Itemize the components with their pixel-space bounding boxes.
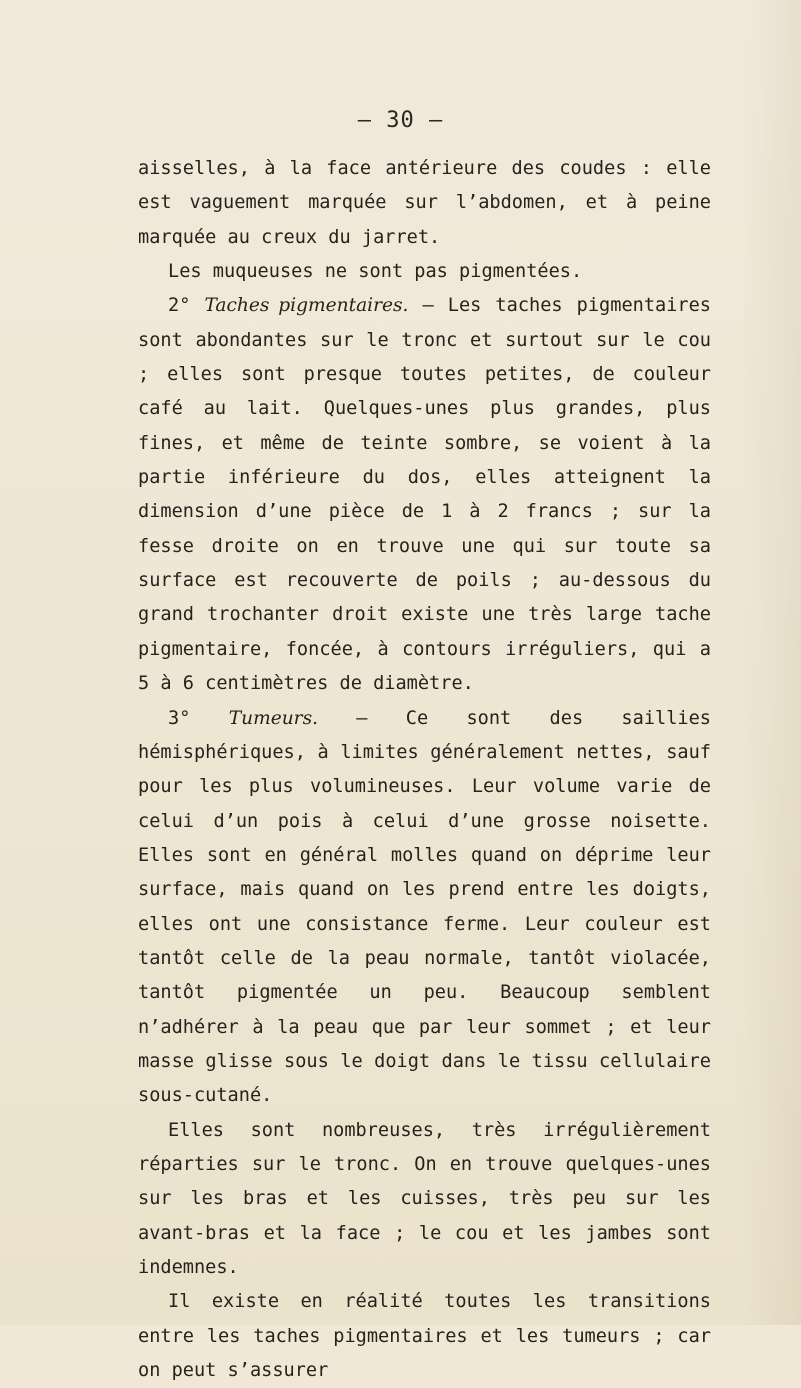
section-number-3: 3° — [168, 707, 191, 729]
paragraph-tumors — [138, 702, 711, 1114]
section-heading-taches: Taches pigmentaires. — [204, 295, 409, 317]
section-heading-tumeurs: Tumeurs. — [228, 707, 319, 729]
paragraph-pigment-spots — [138, 289, 711, 701]
paragraph-distribution: Elles sont nombreuses, très irrégulièrement réparties sur le tronc. On en trouve quelques-unes sur les bras et les cuisses, très peu sur les avant-bras et la face ; le cou et les jambes sont indemnes. — [138, 1119, 711, 1278]
paragraph-continuation: aisselles, à la face antérieure des coudes : elle est vaguement marquée sur l’abdomen, et à peine marquée au creux du jarret. — [138, 158, 711, 248]
section-number-2: 2° — [168, 295, 191, 317]
body-text — [138, 152, 711, 1388]
page-number: — 30 — — [357, 108, 444, 133]
paragraph-mucous: Les muqueuses ne sont pas pigmentées. — [168, 261, 583, 283]
section-body-tumeurs: — Ce sont des saillies hémisphériques, à limites généralement nettes, sauf pour les plus volumineuses. Leur volume varie de celui d’un pois à celui d’une grosse noisette. Elles sont en général molles quand on déprime leur surface, mais quand on les prend entre les doigts, elles ont une consistance ferme. Leur couleur est tantôt celle de la peau normale, tantôt violacée, tantôt pigmentée un peu. Beaucoup semblent n’adhérer à la peau que par leur sommet ; et leur masse glisse sous le doigt dans le tissu cellulaire sous-cutané. — [138, 707, 711, 1107]
paper-edge-shade — [741, 0, 801, 1325]
section-body-taches: — Les taches pigmentaires sont abondantes sur le tronc et surtout sur le cou ; elles sont presque toutes petites, de couleur café au lait. Quelques-unes plus grandes, plus fines, et même de teinte sombre, se voient à la partie inférieure du dos, elles atteignent la dimension d’une pièce de 1 à 2 francs ; sur la fesse droite on en trouve une qui sur toute sa surface est recouverte de poils ; au-dessous du grand trochanter droit existe une très large tache pigmentaire, foncée, à contours irréguliers, qui a 5 à 6 centimètres de diamètre. — [138, 295, 711, 695]
paragraph-transitions: Il existe en réalité toutes les transitions entre les taches pigmentaires et les tumeurs ; car on peut s’assurer — [138, 1291, 711, 1382]
